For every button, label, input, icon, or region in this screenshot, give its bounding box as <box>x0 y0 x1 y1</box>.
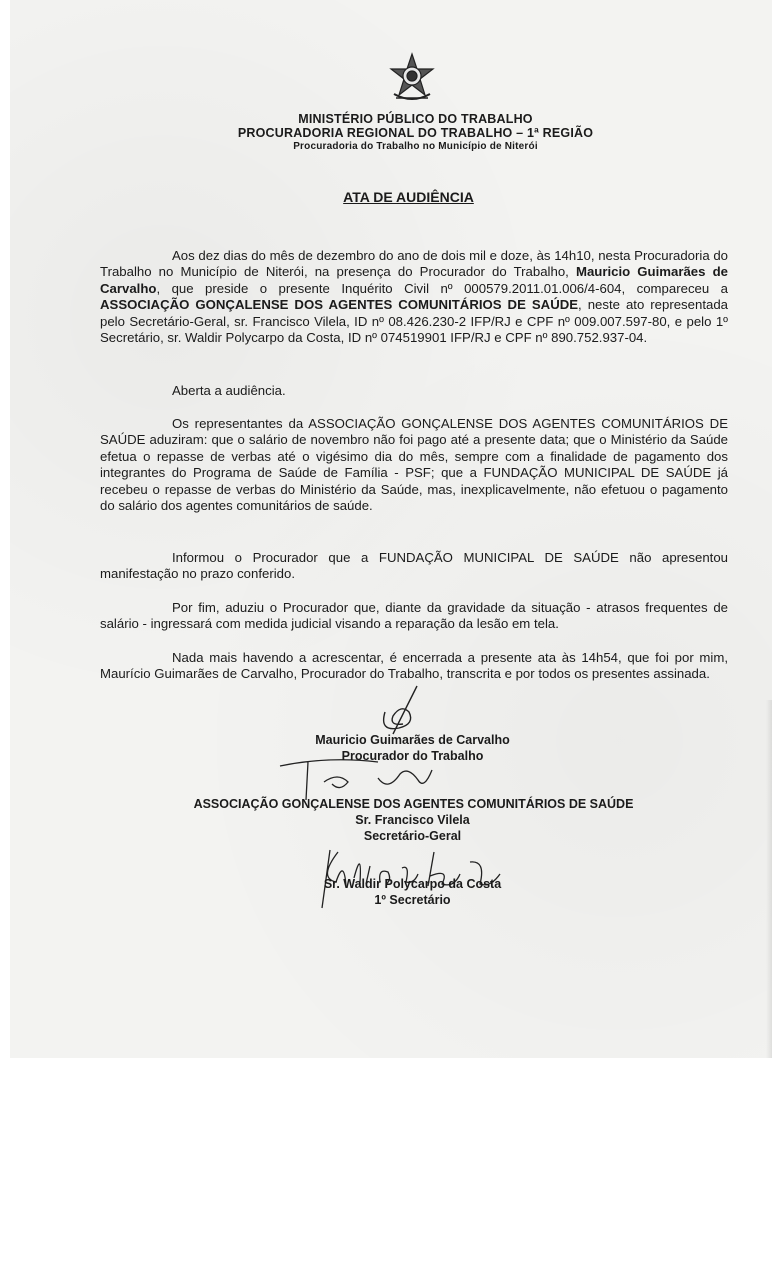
paragraph-foundation: Informou o Procurador que a FUNDAÇÃO MUNICIPAL DE SAÚDE não apresentou manifestação no prazo conferido. <box>100 550 728 582</box>
paragraph-opening-hearing: Aberta a audiência. <box>172 383 286 398</box>
paragraph-opening-text-b: , que preside o presente Inquérito Civil nº 000579.2011.01.006/4-604, compareceu a <box>156 280 728 296</box>
first-secretary-role: 1º Secretário <box>374 893 451 907</box>
brazil-coat-of-arms-icon <box>386 52 438 104</box>
paragraph-opening-text-a: Aos dez dias do mês de dezembro do ano de dois mil e doze, às 14h10, nesta Procuradoria do Trabalho no Município de Niterói, na presença do Procurador do Trabalho, <box>100 248 728 280</box>
document-title: ATA DE AUDIÊNCIA <box>343 189 474 205</box>
paragraph-judicial-measure: Por fim, aduziu o Procurador que, diante da gravidade da situação - atrasos frequentes de salário - ingressará com medida judicial visando a reparação da lesão em tela. <box>100 600 728 632</box>
paragraph-opening-text-c: , neste ato representada pelo Secretário-Geral, sr. Francisco Vilela, ID nº 08.426.230-2 IFP/RJ e CPF nº 009.007.597-80, e pelo 1º Secretário, sr. Waldir Polycarpo da Costa, ID nº 074519901 IFP/RJ e CPF nº 890.752.937-04. <box>100 297 728 346</box>
prosecutor-role: Procurador do Trabalho <box>341 749 484 763</box>
association-name: ASSOCIAÇÃO GONÇALENSE DOS AGENTES COMUNITÁRIOS DE SAÚDE <box>193 797 634 811</box>
paragraph-opening <box>100 248 728 346</box>
prosecutor-name: Mauricio Guimarães de Carvalho <box>315 733 510 747</box>
prosecutor-name-inline: Mauricio Guimarães de Carvalho <box>100 264 728 296</box>
paragraph-representatives: Os representantes da ASSOCIAÇÃO GONÇALENSE DOS AGENTES COMUNITÁRIOS DE SAÚDE aduziram: que o salário de novembro não foi pago até a presente data; que o Ministério da Saúde efetua o repasse de verbas até o vigésimo dia do mês, sempre com a finalidade de pagamento dos integrantes do Programa de Saúde de Família - PSF; que a FUNDAÇÃO MUNICIPAL DE SAÚDE já recebeu o repasse de verbas do Ministério da Saúde, mas, inexplicavelmente, não efetuou o pagamento do salário dos agentes comunitários de saúde. <box>100 416 728 514</box>
first-secretary-name: Sr. Waldir Polycarpo da Costa <box>323 877 502 891</box>
header-municipal-office: Procuradoria do Trabalho no Município de Niterói <box>293 141 538 152</box>
secretary-general-name: Sr. Francisco Vilela <box>355 813 470 827</box>
paragraph-closing: Nada mais havendo a acrescentar, é encerrada a presente ata às 14h54, que foi por mim, Maurício Guimarães de Carvalho, Procurador do Trabalho, transcrita e por todos os presentes assinada. <box>100 650 728 682</box>
header-ministry: MINISTÉRIO PÚBLICO DO TRABALHO <box>298 112 533 126</box>
header-regional-office: PROCURADORIA REGIONAL DO TRABALHO – 1ª REGIÃO <box>237 126 594 140</box>
association-name-inline: ASSOCIAÇÃO GONÇALENSE DOS AGENTES COMUNITÁRIOS DE SAÚDE <box>100 297 579 313</box>
secretary-general-role: Secretário-Geral <box>363 829 462 843</box>
